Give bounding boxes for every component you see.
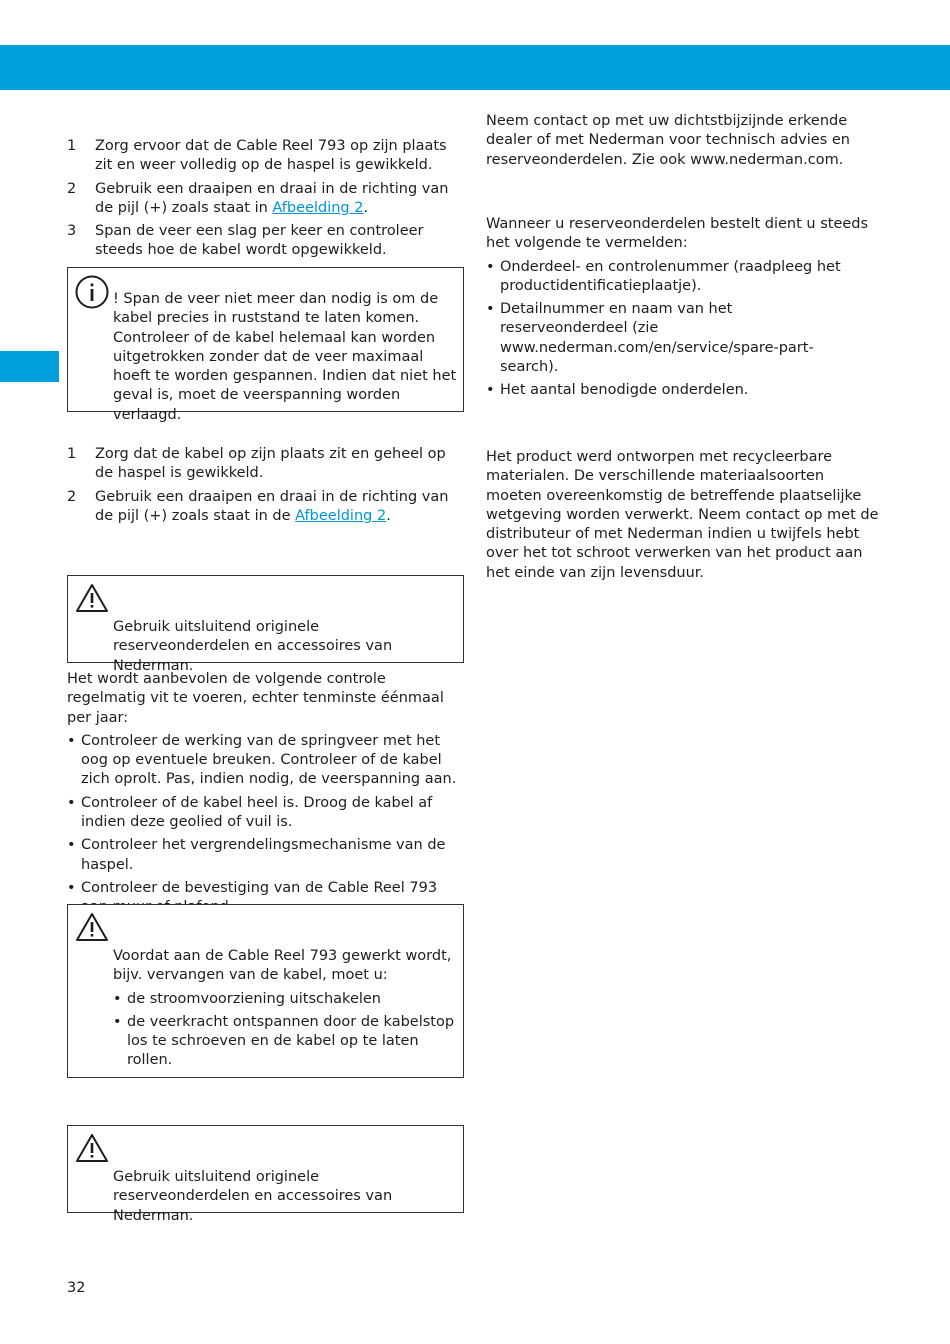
warning-text: Gebruik uitsluitend originele reserveonderdelen en accessoires van Nederman. — [113, 1169, 393, 1224]
info-note-box — [67, 267, 464, 423]
figure-link[interactable]: Afbeelding 2 — [295, 507, 387, 524]
page-number: 32 — [67, 1280, 86, 1296]
warning-content — [113, 947, 457, 1075]
chapter-tab-marker — [0, 351, 59, 382]
info-icon — [75, 275, 109, 309]
recycling-text: Het product werd ontworpen met recycleerbare materialen. De verschillende materiaalsoorten moeten overeenkomstig de betreffende plaatselijke wetgeving worden verwerkt. Neem contact op met de distributeur of met Nederman indien u twijfels hebt over het tot schroot verwerken van het product aan het einde van zijn levensduur. — [486, 449, 879, 581]
step-text: Span de veer een slag per keer en controleer steeds hoe de kabel wordt opgewikkeld. — [95, 223, 424, 259]
warning-box-spare-parts-2 — [67, 1125, 464, 1224]
list-item: • de stroomvoorziening uitschakelen — [113, 990, 457, 1009]
step-number: 1 — [67, 138, 77, 154]
warning-box-spare-parts — [67, 575, 464, 674]
step-number: 3 — [67, 223, 77, 240]
list-item: • Controleer de werking van de springveer met het oog op eventuele breuken. Controleer of de kabel zich oprolt. Pas, indien nodig, de veerspanning aan. — [67, 732, 457, 788]
step-number: 2 — [67, 180, 77, 197]
bullet: • — [486, 301, 495, 318]
list-item: • de veerkracht ontspannen door de kabelstop los te schroeven en de kabel op te laten rollen. — [113, 1013, 455, 1069]
bullet: • — [67, 837, 76, 854]
info-note-text: ! Span de veer niet meer dan nodig is om de kabel precies in ruststand te laten komen. Controleer of de kabel helemaal kan worden uitgetrokken zonder dat de veer maximaal hoeft te worden gespannen. Indien dat niet het geval is, moet de veerspanning worden verlaagd. — [113, 291, 457, 423]
step-number: 2 — [67, 488, 77, 505]
step-text: Gebruik een draaipen en draai in de richting van de pijl (+) zoals staat in — [95, 180, 449, 216]
figure-link[interactable]: Afbeelding 2 — [272, 199, 364, 216]
bullet: • — [67, 732, 76, 749]
step-item: 2 Gebruik een draaipen en draai in de richting van de pijl (+) zoals staat in Afbeelding 2. — [67, 180, 449, 216]
warning-icon — [75, 912, 109, 942]
step-number: 1 — [67, 446, 77, 462]
maintenance-section — [67, 670, 465, 922]
list-item: • Controleer het vergrendelingsmechanisme van de haspel. — [67, 837, 446, 873]
step-text: Zorg ervoor dat de Cable Reel 793 op zijn plaats zit en weer volledig op de haspel is gewikkeld. — [95, 138, 447, 174]
warning-text: Gebruik uitsluitend originele reserveonderdelen en accessoires van Nederman. — [113, 619, 393, 674]
bullet: • — [67, 794, 76, 811]
list-item: • Detailnummer en naam van het reserveonderdeel (zie www.nederman.com/en/service/spare-part-search). — [486, 301, 814, 376]
bullet: • — [113, 1013, 122, 1030]
warning-icon — [75, 1133, 109, 1163]
list-item: • Onderdeel- en controlenummer (raadpleeg het productidentificatieplaatje). — [486, 258, 841, 294]
list-item: • Controleer de bevestiging van de Cable Reel 793 — [67, 879, 465, 918]
maintenance-intro: Het wordt aanbevolen de volgende controle regelmatig vit te voeren, echter tenminste éénmaal per jaar: — [67, 671, 444, 726]
step-item — [67, 445, 465, 484]
list-item: • Controleer of de kabel heel is. Droog de kabel af indien deze geolied of vuil is. — [67, 794, 433, 831]
step-text: Zorg dat de kabel op zijn plaats zit en geheel op de haspel is gewikkeld. — [95, 446, 446, 482]
warning-box-before-work — [67, 904, 464, 1078]
bullet: • — [113, 990, 122, 1007]
list-item: • Het aantal benodigde onderdelen. — [486, 381, 881, 400]
step-text: Gebruik een draaipen en draai in de richting van de pijl (+) zoals staat in de — [95, 488, 449, 524]
bullet: • — [67, 879, 76, 896]
cable-rewind-steps — [67, 445, 465, 530]
warning-icon — [75, 583, 109, 613]
spring-tension-steps — [67, 137, 465, 265]
bullet: • — [486, 382, 495, 399]
step-item — [67, 137, 465, 176]
service-contact-text: Neem contact op met uw dichtstbijzijnde erkende dealer of met Nederman voor technisch advies en reserveonderdelen. Zie ook www.nederman.com. — [486, 113, 850, 168]
bullet: • — [486, 258, 495, 275]
order-intro: Wanneer u reserveonderdelen bestelt dient u steeds het volgende te vermelden: — [486, 216, 869, 252]
warning-text: Voordat aan de Cable Reel 793 gewerkt wordt, bijv. vervangen van de kabel, moet u: — [113, 948, 452, 984]
header-bar — [0, 45, 950, 90]
step-item — [67, 222, 465, 261]
step-item: 2 Gebruik een draaipen en draai in de richting van de pijl (+) zoals staat in de Afbeelding 2. — [67, 488, 449, 524]
spare-parts-order-section — [486, 215, 881, 405]
